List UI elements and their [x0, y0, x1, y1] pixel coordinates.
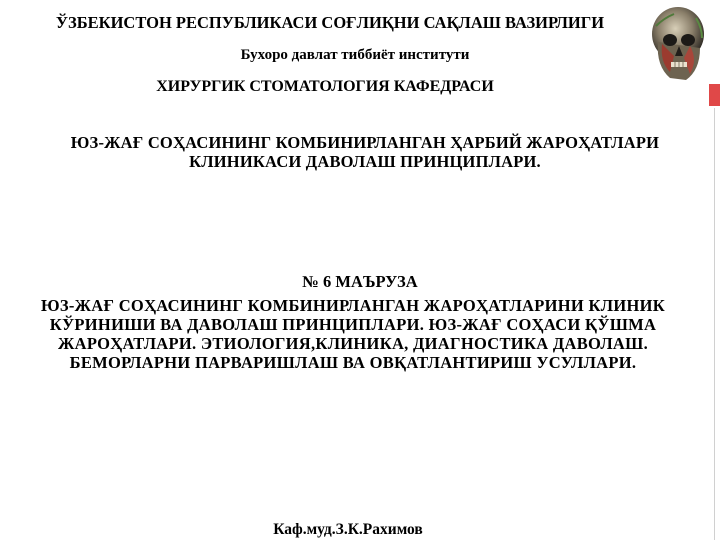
ministry-heading: ЎЗБЕКИСТОН РЕСПУБЛИКАСИ СОҒЛИҚНИ САҚЛАШ ВАЗИРЛИГИ — [55, 13, 605, 32]
institute-heading: Бухоро давлат тиббиёт институти — [240, 47, 470, 63]
department-heading: ХИРУРГИК СТОМАТОЛОГИЯ КАФЕДРАСИ — [156, 78, 494, 95]
topic-title: ЮЗ-ЖАҒ СОҲАСИНИНГ КОМБИНИРЛАНГАН ҲАРБИЙ ЖАРОҲАТЛАРИ КЛИНИКАСИ ДАВОЛАШ ПРИНЦИПЛАРИ. — [70, 133, 660, 171]
lecture-title: ЮЗ-ЖАҒ СОҲАСИНИНГ КОМБИНИРЛАНГАН ЖАРОҲАТЛАРИНИ КЛИНИК КЎРИНИШИ ВА ДАВОЛАШ ПРИНЦИПЛАРИ. ЮЗ-ЖАҒ СОҲАСИ ҚЎШМА ЖАРОҲАТЛАРИ. ЭТИОЛОГИЯ,КЛИНИКА, ДИАГНОСТИКА ДАВОЛАШ. БЕМОРЛАРНИ ПАРВАРИШЛАШ ВА ОВҚАТЛАНТИРИШ УСУЛЛАРИ. — [40, 296, 666, 372]
skull-illustration-icon — [640, 4, 720, 84]
edge-divider-line — [714, 108, 715, 540]
author-name: Каф.муд.З.К.Рахимов — [273, 521, 423, 538]
edge-accent-mark — [709, 84, 720, 106]
lecture-number: № 6 МАЪРУЗА — [302, 272, 418, 291]
edge-bar — [710, 0, 720, 80]
